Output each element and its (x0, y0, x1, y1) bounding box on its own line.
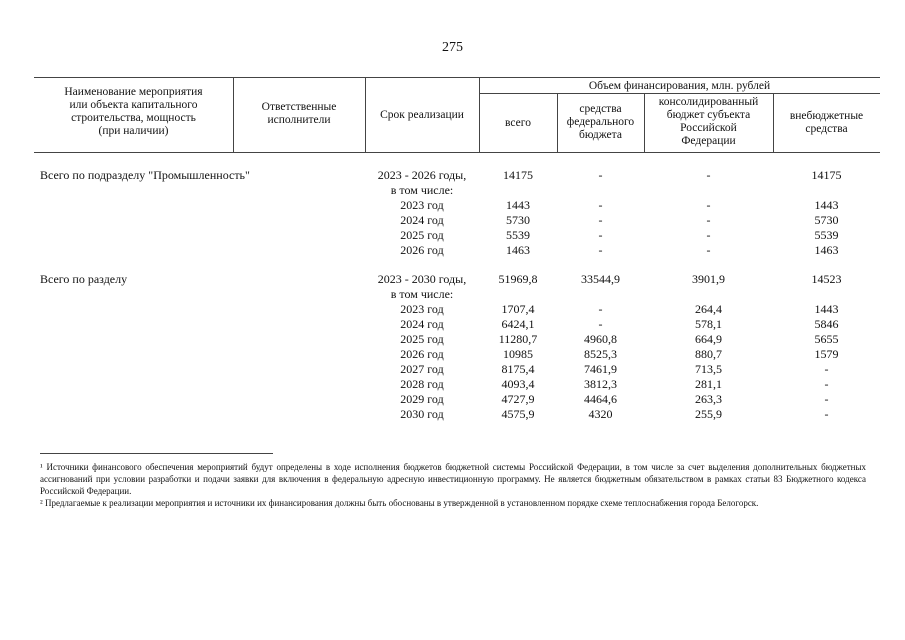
regional-cell: 3901,9 (692, 272, 725, 286)
regional-cell: - (706, 228, 711, 242)
federal-cell: - (598, 213, 603, 227)
extrabudget-cell: - (824, 407, 829, 421)
extrabudget-cell: - (824, 392, 829, 406)
term-cell: 2028 год (400, 377, 444, 391)
funding-group-rule (479, 93, 880, 94)
federal-cell: 4960,8 (584, 332, 617, 346)
extrabudget-cell: 14523 (811, 272, 842, 286)
total-cell: 1443 (506, 198, 530, 212)
header-bottom-rule (34, 152, 880, 153)
header-regional-line: Российской (680, 122, 737, 134)
total-cell: 5730 (506, 213, 530, 227)
total-cell: 11280,7 (498, 332, 538, 346)
regional-cell: 713,5 (695, 362, 722, 376)
page-number: 275 (442, 40, 463, 55)
extrabudget-cell: 5539 (814, 228, 839, 242)
extrabudget-cell: - (824, 362, 829, 376)
term-cell: 2023 год (400, 198, 444, 212)
federal-cell: - (598, 198, 603, 212)
regional-cell: - (706, 243, 711, 257)
federal-cell: - (598, 228, 603, 242)
section-name: Всего по разделу (40, 272, 128, 286)
section-name: Всего по подразделу "Промышленность" (40, 168, 250, 182)
header-federal-line: средства (579, 103, 622, 115)
total-cell: 4093,4 (501, 377, 535, 391)
term-cell: 2029 год (400, 392, 444, 406)
header-name-line: Наименование мероприятия (64, 86, 203, 98)
extrabudget-cell: 1579 (814, 347, 839, 361)
total-cell: 1463 (506, 243, 530, 257)
term-cell: 2024 год (400, 213, 444, 227)
total-cell: 4575,9 (501, 407, 535, 421)
term-cell: 2026 год (400, 347, 444, 361)
header-extrabudget (773, 110, 880, 136)
term-cell: в том числе: (390, 183, 454, 197)
total-cell: 5539 (506, 228, 530, 242)
header-federal-line: бюджета (579, 129, 622, 141)
regional-cell: - (706, 198, 711, 212)
header-regional-line: консолидированный (658, 96, 759, 108)
total-cell: 6424,1 (501, 317, 535, 331)
footnote-1: ¹ Источники финансового обеспечения мероприятий будут определены в ходе исполнения бюджетов бюджетной системы Российской Федерации, в том числе за счет выделения дополнительных бюджетных ассигнований при условии разработки и подачи заявки для включения в федеральную адресную инвестиционную программу. Не является бюджетным обязательством в рамках статьи 83 Бюджетного кодекса Российской Федерации. (40, 462, 866, 496)
regional-cell: 880,7 (695, 347, 722, 361)
header-regional (644, 96, 773, 148)
footnote-2: ² Предлагаемые к реализации мероприятия и источники их финансирования должны быть обоснованы в утвержденной в установленном порядке схеме теплоснабжения города Белогорск. (40, 498, 759, 508)
total-cell: 1707,4 (501, 302, 535, 316)
regional-cell: - (706, 168, 711, 182)
term-cell: 2023 год (400, 302, 444, 316)
extrabudget-cell: 5730 (814, 213, 839, 227)
federal-cell: - (598, 317, 603, 331)
total-cell: 10985 (503, 347, 533, 361)
table-top-rule (34, 77, 880, 78)
extrabudget-cell: 1463 (814, 243, 839, 257)
federal-cell: - (598, 168, 603, 182)
term-cell: 2025 год (400, 332, 444, 346)
term-cell: 2023 - 2026 годы, (377, 168, 467, 182)
federal-cell: - (598, 302, 603, 316)
header-exec-line: Ответственные (261, 101, 337, 113)
regional-cell: 264,4 (695, 302, 722, 316)
extrabudget-cell: 5846 (814, 317, 839, 331)
extrabudget-cell: 1443 (814, 198, 839, 212)
header-regional-line: бюджет субъекта (666, 109, 751, 121)
regional-cell: 281,1 (695, 377, 722, 391)
header-executors (233, 101, 365, 127)
federal-cell: 33544,9 (581, 272, 620, 286)
header-total: всего (505, 117, 531, 129)
regional-cell: 578,1 (695, 317, 722, 331)
federal-cell: - (598, 243, 603, 257)
term-cell: 2026 год (400, 243, 444, 257)
total-cell: 51969,8 (498, 272, 538, 286)
regional-cell: - (706, 213, 711, 227)
header-name-line: строительства, мощность (71, 112, 196, 124)
federal-cell: 3812,3 (584, 377, 617, 391)
total-cell: 8175,4 (501, 362, 535, 376)
federal-cell: 8525,3 (584, 347, 617, 361)
footnotes (40, 461, 866, 509)
header-federal (557, 103, 644, 142)
header-federal-line: федерального (566, 116, 635, 128)
extrabudget-cell: 14175 (811, 168, 842, 182)
regional-cell: 263,3 (695, 392, 722, 406)
header-extra-line: внебюджетные (789, 110, 864, 122)
federal-cell: 7461,9 (584, 362, 617, 376)
header-term: Срок реализации (380, 109, 464, 121)
federal-cell: 4320 (588, 407, 613, 421)
term-cell: 2030 год (400, 407, 444, 421)
federal-cell: 4464,6 (584, 392, 617, 406)
header-extra-line: средства (805, 123, 848, 135)
term-cell: 2025 год (400, 228, 444, 242)
regional-cell: 255,9 (695, 407, 722, 421)
header-funding-group: Объем финансирования, млн. рублей (588, 80, 771, 92)
extrabudget-cell: 5655 (814, 332, 839, 346)
footnote-separator (40, 453, 273, 454)
header-name-line: или объекта капитального (69, 99, 198, 111)
term-cell: в том числе: (390, 287, 454, 301)
header-exec-line: исполнители (267, 114, 331, 126)
extrabudget-cell: 1443 (814, 302, 839, 316)
total-cell: 4727,9 (501, 392, 535, 406)
total-cell: 14175 (503, 168, 533, 182)
extrabudget-cell: - (824, 377, 829, 391)
regional-cell: 664,9 (695, 332, 722, 346)
term-cell: 2027 год (400, 362, 444, 376)
header-name (34, 86, 233, 138)
header-regional-line: Федерации (681, 135, 736, 147)
term-cell: 2024 год (400, 317, 444, 331)
header-name-line: (при наличии) (98, 125, 169, 137)
term-cell: 2023 - 2030 годы, (377, 272, 467, 286)
